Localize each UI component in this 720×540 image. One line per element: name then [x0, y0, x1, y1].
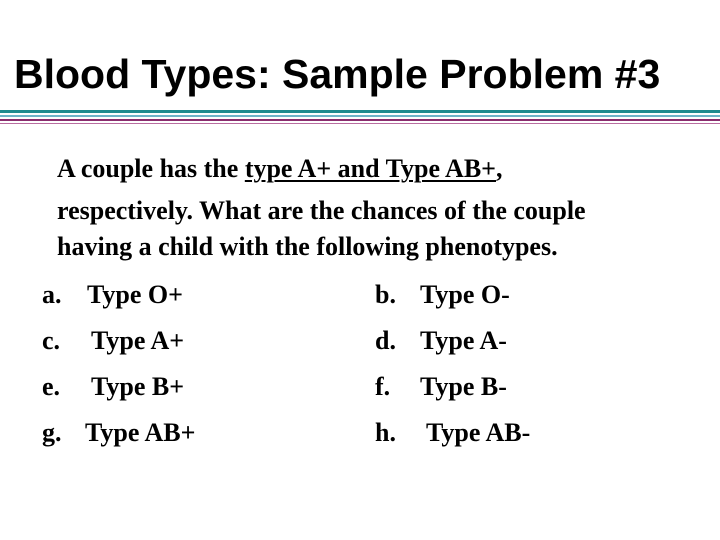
option-c-letter: c.: [42, 326, 61, 355]
option-g-text: Type AB+: [85, 418, 196, 447]
option-h-letter: h.: [375, 418, 396, 447]
option-g-letter: g.: [42, 418, 62, 447]
question-line-2: respectively. What are the chances of the couple: [57, 196, 586, 225]
option-h-text: Type AB-: [426, 418, 531, 447]
title-rule-light-blue: [0, 115, 720, 117]
option-a-letter: a.: [42, 280, 62, 309]
option-b-letter: b.: [375, 280, 396, 309]
question-line-1-pre: A couple has the: [57, 154, 245, 183]
title-rule-pink: [0, 123, 720, 124]
title-rule-teal: [0, 110, 720, 113]
option-f-text: Type B-: [420, 372, 507, 401]
option-f-letter: f.: [375, 372, 391, 401]
option-a-text: Type O+: [87, 280, 183, 309]
title-rule-plum: [0, 119, 720, 121]
option-e-letter: e.: [42, 372, 61, 401]
option-c-text: Type A+: [91, 326, 185, 355]
slide-title: Blood Types: Sample Problem #3: [14, 51, 661, 97]
question-line-1-post: ,: [496, 154, 503, 183]
question-underlined-types: type A+ and Type AB+: [244, 154, 496, 183]
option-b-text: Type O-: [420, 280, 510, 309]
option-e-text: Type B+: [91, 372, 185, 401]
question-line-1: [57, 156, 503, 182]
option-d-letter: d.: [375, 326, 396, 355]
option-d-text: Type A-: [420, 326, 507, 355]
question-line-3: having a child with the following phenotypes.: [57, 232, 558, 261]
